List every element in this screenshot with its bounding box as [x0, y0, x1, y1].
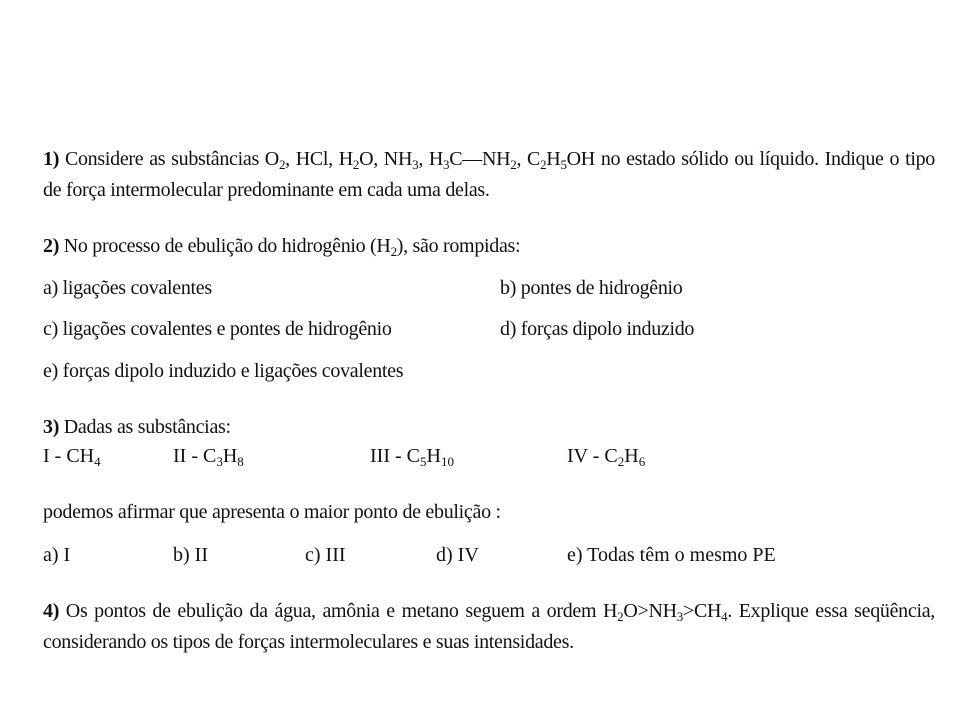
subscript: 2: [352, 157, 360, 172]
question-2: [43, 231, 520, 261]
question-4-text-a: Os pontos de ebulição da água, amônia e metano seguem a ordem H: [65, 600, 618, 622]
substance-3: III - $C_5H_{10}$: [370, 445, 454, 469]
option-a: a) ligações covalentes: [43, 277, 212, 299]
option-d: d) forças dipolo induzido: [500, 318, 695, 340]
question-1-text-b: , HCl, H: [285, 148, 353, 170]
question-2-text-b: ), são rompidas:: [396, 235, 521, 257]
options-row-3: [43, 356, 403, 386]
question-2-text-a: No processo de ebulição do hidrogênio (H: [63, 235, 391, 257]
question-4-text-c: >CH: [682, 600, 722, 622]
option-c: c) ligações covalentes e pontes de hidrogênio: [43, 318, 392, 340]
option-c: c) III: [305, 544, 346, 566]
question-1-text-g: H: [546, 148, 561, 170]
options-row-1: [43, 273, 683, 303]
question-1-text-f: , C: [516, 148, 541, 170]
question-3-text: Dadas as substâncias:: [63, 416, 231, 438]
subscript: 4: [721, 609, 728, 624]
substance-4: IV - $C_2H_6$: [567, 445, 646, 469]
question-3-statement: podemos afirmar que apresenta o maior ponto de ebulição :: [43, 501, 501, 523]
question-3: [43, 412, 231, 442]
question-1-text-c: O, NH: [359, 148, 413, 170]
question-3-number: 3): [43, 416, 60, 438]
subscript: 3: [412, 157, 419, 172]
question-1-text-h: OH no estado sólido ou líquido. Indique o tipo de força intermolecular predominante em cada uma delas.: [43, 148, 935, 201]
options-row-2: [43, 314, 695, 344]
question-1-text-d: , H: [418, 148, 444, 170]
question-1-text-e: C—NH: [449, 148, 511, 170]
subscript: 2: [390, 244, 397, 259]
option-b: b) II: [173, 544, 208, 566]
question-4-text-b: O>NH: [623, 600, 677, 622]
question-4: [43, 596, 935, 658]
subscript: 2: [510, 157, 517, 172]
option-a: a) I: [43, 544, 71, 566]
subscript: 2: [540, 157, 547, 172]
question-1-text-a: Considere as substâncias O: [64, 148, 279, 170]
question-1: [43, 144, 935, 206]
subscript: 2: [617, 609, 624, 624]
option-b: b) pontes de hidrogênio: [500, 277, 683, 299]
question-4-number: 4): [43, 600, 60, 622]
substance-1: I - $CH_4$: [43, 445, 101, 469]
option-e: e) Todas têm o mesmo PE: [567, 544, 776, 566]
option-e: e) forças dipolo induzido e ligações covalentes: [43, 360, 404, 382]
subscript: 2: [278, 157, 286, 172]
subscript: 5: [560, 157, 567, 172]
substance-2: II - $C_3H_8$: [173, 445, 244, 469]
subscript: 3: [676, 609, 683, 624]
option-d: d) IV: [436, 544, 479, 566]
subscript: 3: [443, 157, 450, 172]
question-1-number: 1): [43, 148, 60, 170]
question-4-text-d: . Explique essa seqüência, considerando os tipos de forças intermoleculares e suas intensidades.: [43, 600, 935, 653]
question-2-number: 2): [43, 235, 60, 257]
